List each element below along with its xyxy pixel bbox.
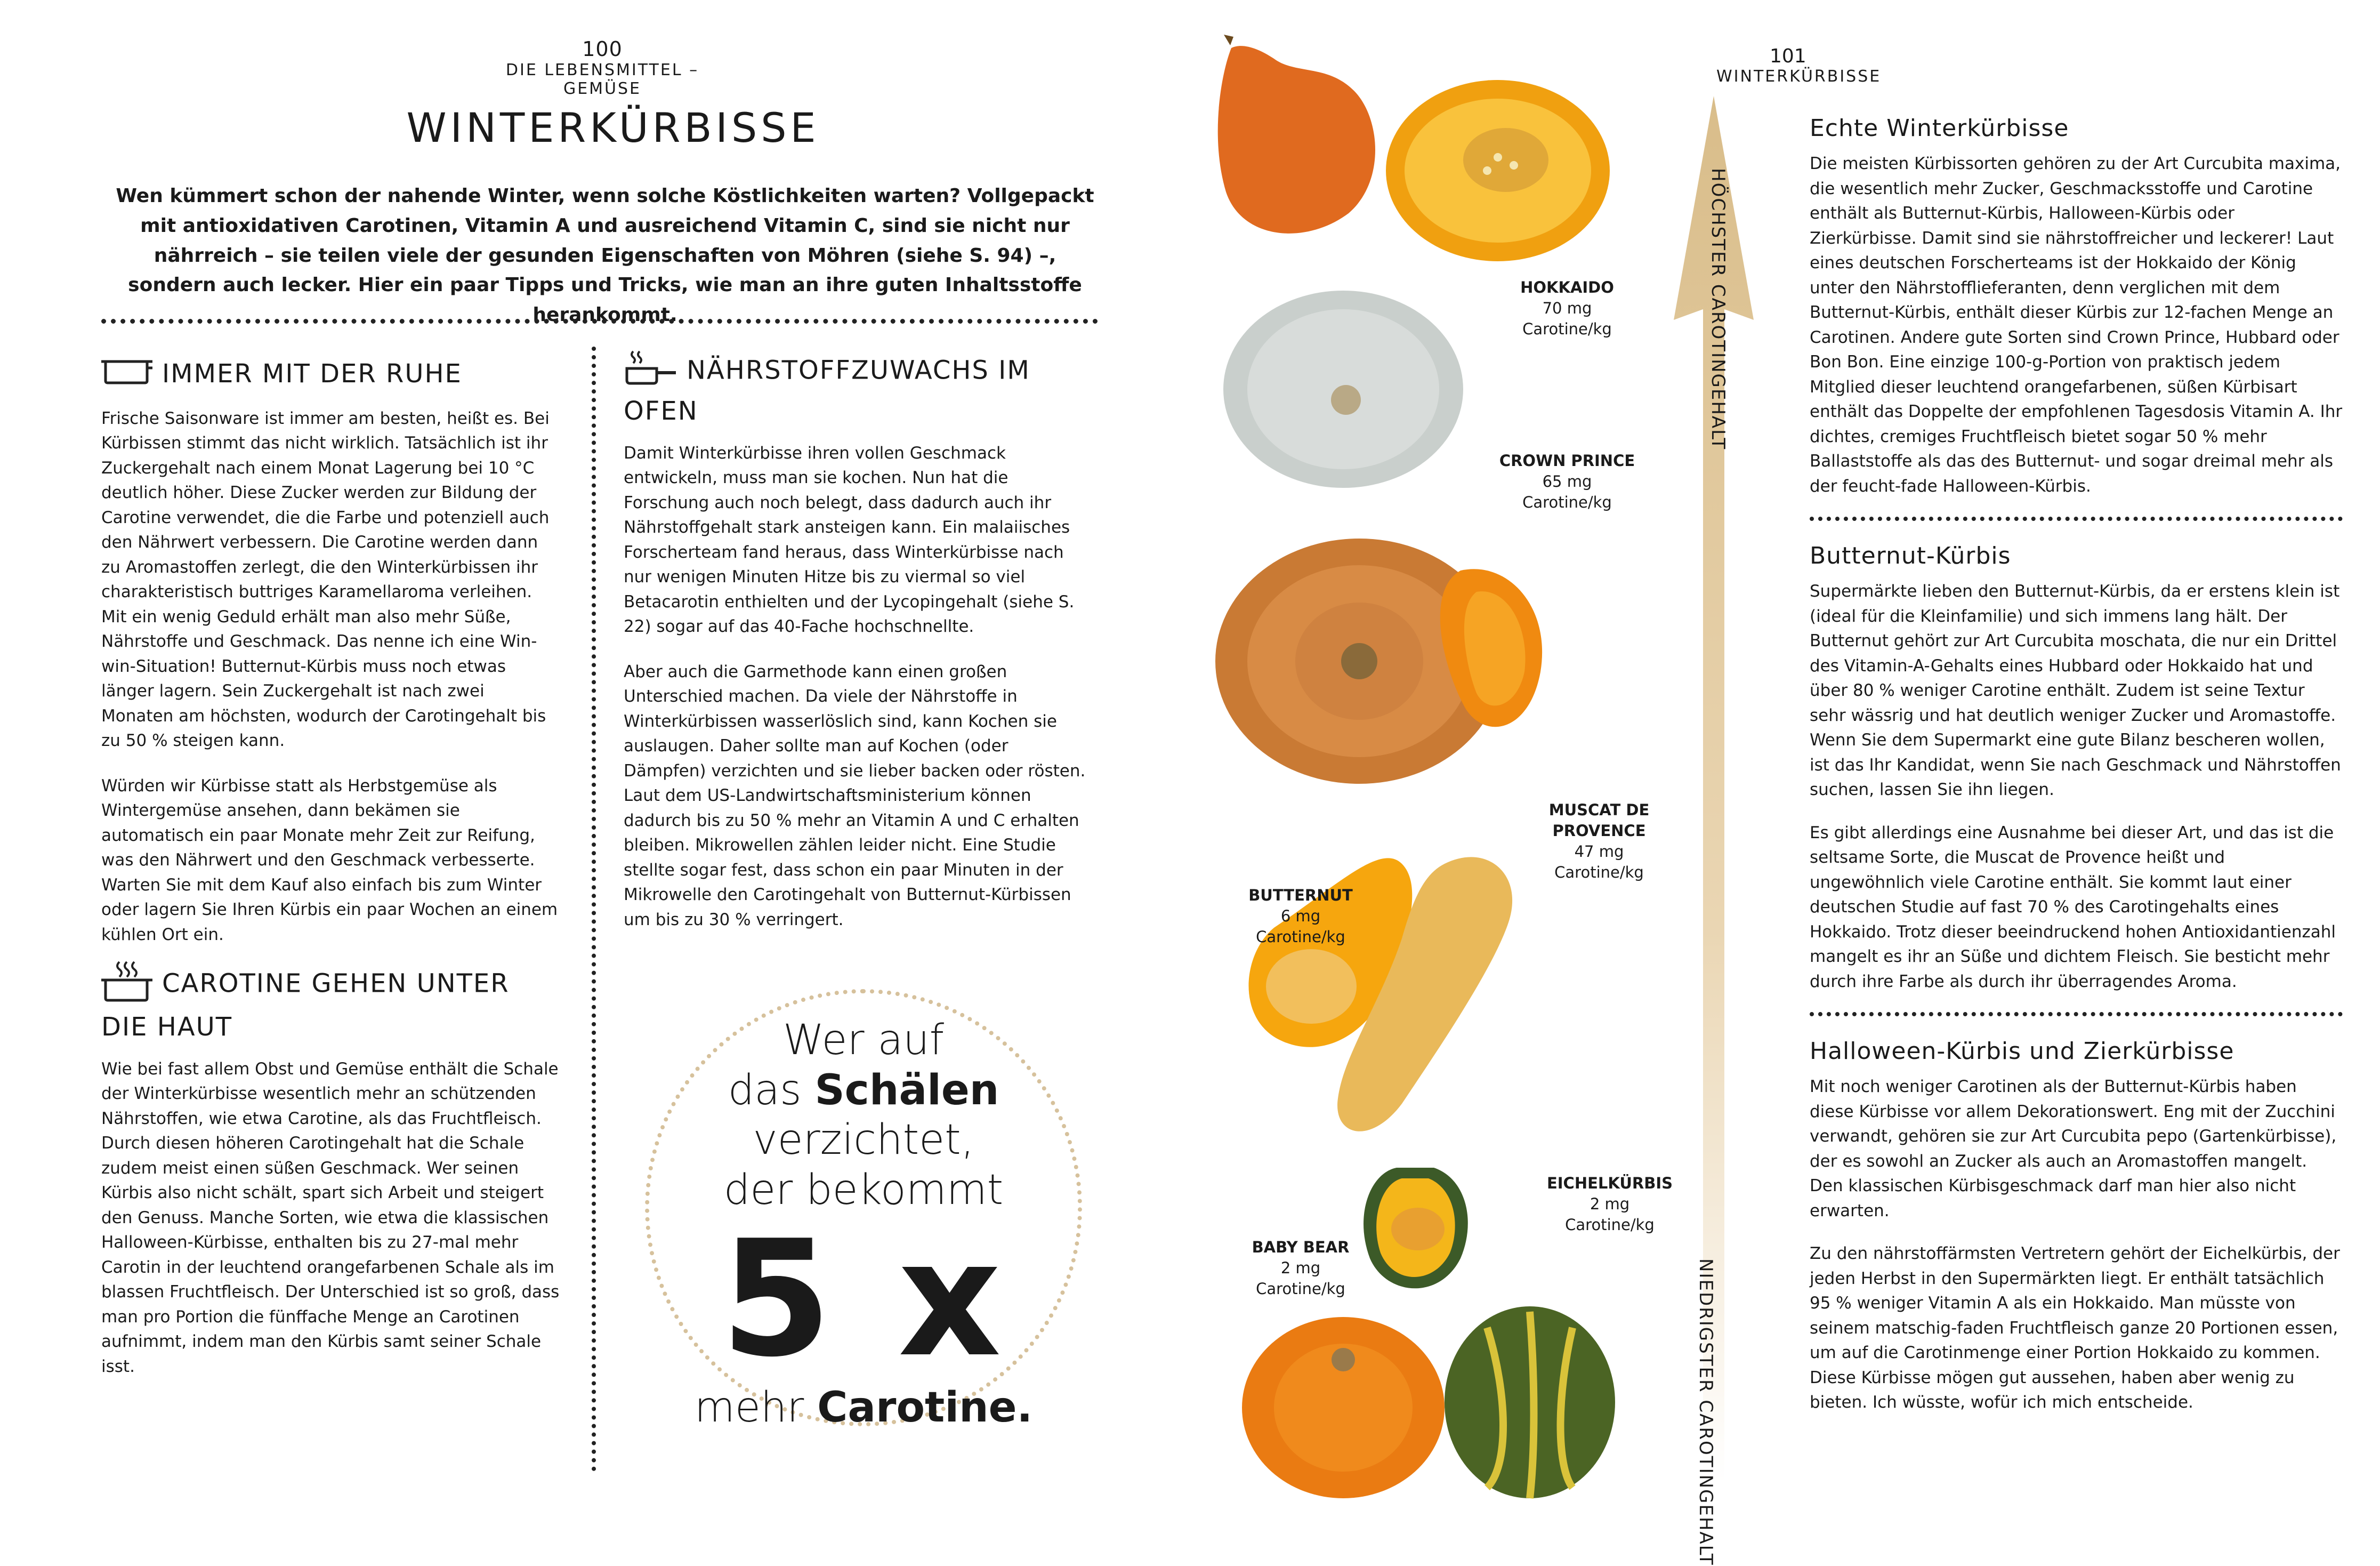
quote-line: verzichtet,	[753, 1116, 974, 1165]
pumpkin-name: MUSCAT DE PROVENCE	[1548, 801, 1650, 840]
pumpkin-label-butternut	[1242, 885, 1359, 947]
page-number-right: 101	[1770, 45, 1806, 67]
section-carotine-haut	[101, 960, 560, 1399]
hokkaido-pumpkin-image	[1218, 35, 1375, 234]
paragraph: Supermärkte lieben den Butternut-Kürbis, da er erstens klein ist (ideal für die Kleinfamilie) und sich immens lang hält. Der Butternut gehört zur Art Curcubita moschata, die nur ein Drittel des Vitamin-A-Gehalts eines Hubbard oder Hokkaido hat und über 80 % weniger Carotine enthält. Zudem ist seine Textur sehr wässrig und hat deutlich weniger Zucker und Aromastoffe. Wenn Sie dem Supermarkt eine gute Bilanz bescheren wollen, ist das Ihr Kandidat, wenn Sie nach Geschmack und Nährstoffen suchen, lassen Sie ihn liegen.	[1810, 582, 2341, 799]
page-number-left: 100	[582, 37, 623, 61]
pumpkin-name: BABY BEAR	[1252, 1238, 1350, 1256]
pumpkin-label-eichelkuerbis	[1546, 1173, 1674, 1235]
pumpkin-unit: Carotine/kg	[1522, 493, 1612, 512]
page-title: WINTERKÜRBISSE	[406, 104, 820, 151]
paragraph: Aber auch die Garmethode kann einen großen Unterschied machen. Da viele der Nährstoffe in Winterkürbissen wasserlöslich sind, kann Kochen sie auslaugen. Daher sollte man auf Kochen (oder Dämpfen) verzichten und sie lieber backen oder rösten. Laut dem US-Landwirtschaftsministerium können dadurch bis zu 50 % mehr an Vitamin A und C erhalten bleiben. Mikrowellen zählen leider nicht. Eine Studie stellte sogar fest, dass schon ein paar Minuten in der Mikrowelle den Carotingehalt von Butternut-Kürbissen um bis zu 30 % verringert.	[624, 662, 1086, 929]
pumpkin-value: 2 mg	[1280, 1259, 1321, 1278]
pot-icon	[101, 357, 152, 393]
quote-line: das Schälen	[728, 1066, 999, 1114]
paragraph: Frische Saisonware ist immer am besten, heißt es. Bei Kürbissen stimmt das nicht wirklich. Tatsächlich ist ihr Zuckergehalt nach einem Monat Lagerung bei 10 °C deutlich höher. Diese Zucker werden zur Bildung der Carotine verwendet, die die Farbe und potenziell auch den Nährwert verbessern. Die Carotine werden dann zu Aromastoffen zerlegt, die den Winterkürbissen ihr charakteristisch buttriges Karamellaroma verleihen. Mit ein wenig Geduld erhält man also mehr Süße, Nährstoffe und Geschmack. Das nenne ich eine Win-win-Situation! Butternut-Kürbis muss noch etwas länger lagern. Sein Zuckergehalt ist nach zwei Monaten am höchsten, wodurch der Carotingehalt bis zu 50 % steigen kann.	[101, 408, 550, 751]
arrow-label-top: HÖCHSTER CAROTINGEHALT	[1707, 168, 1729, 451]
baby-bear-pumpkin-image	[1242, 1317, 1445, 1498]
running-head-left: DIE LEBENSMITTEL – GEMÜSE	[505, 61, 699, 98]
running-head-right: WINTERKÜRBISSE	[1716, 67, 1882, 86]
pumpkin-unit: Carotine/kg	[1522, 320, 1612, 339]
pumpkin-unit: Carotine/kg	[1565, 1216, 1655, 1234]
pumpkin-value: 2 mg	[1590, 1195, 1630, 1214]
paragraph: Es gibt allerdings eine Ausnahme bei dieser Art, und das ist die seltsame Sorte, die Muscat de Provence heißt und ungewöhnlich viele Carotine enthält. Sie kommt laut einer deutschen Studie auf fast 70 % des Carotingehalts eines Hokkaido. Trotz dieser beeindruckend hohen Antioxidantienzahl mangelt es ihr an Süße und dichtem Fleisch. Sie besticht mehr durch ihre Farbe als durch ihr überragendes Aroma.	[1810, 823, 2336, 991]
pumpkin-label-muscat	[1540, 800, 1658, 884]
pumpkin-unit: Carotine/kg	[1256, 1280, 1345, 1298]
pumpkin-name: EICHELKÜRBIS	[1546, 1174, 1673, 1192]
section-heading-text: CAROTINE GEHEN UNTER DIE HAUT	[101, 968, 510, 1042]
pumpkin-name: CROWN PRINCE	[1499, 452, 1635, 470]
right-section-heading: Halloween-Kürbis und Zierkürbisse	[1810, 1038, 2234, 1065]
dotted-divider	[1810, 517, 2343, 521]
dotted-divider	[1810, 1012, 2343, 1016]
quote-line: der bekommt	[723, 1166, 1004, 1214]
quote-line: Wer auf	[782, 1016, 945, 1064]
pumpkin-label-hokkaido	[1508, 277, 1626, 340]
pumpkin-value: 70 mg	[1542, 299, 1592, 318]
dotted-divider	[101, 319, 1098, 324]
pumpkin-unit: Carotine/kg	[1554, 863, 1644, 882]
right-section-heading: Butternut-Kürbis	[1810, 542, 2011, 569]
pumpkin-value: 6 mg	[1280, 907, 1321, 926]
quote-number: 5 x	[720, 1206, 1007, 1393]
hokkaido-cut-image	[1386, 80, 1610, 261]
paragraph: Würden wir Kürbisse statt als Herbstgemüse als Wintergemüse ansehen, dann bekämen sie automatisch ein paar Monate mehr Zeit zur Reifung, was den Nährwert und den Geschmack verbesserte. Warten Sie mit dem Kauf also einfach bis zum Winter oder lagern Sie Ihren Kürbis ein paar Wochen an einem kühlen Ort ein.	[101, 776, 558, 944]
intro-text: Wen kümmert schon der nahende Winter, wenn solche Köstlichkeiten warten? Vollgepackt mit antioxidativen Carotinen, Vitamin A und ausreichend Vitamin C, sind sie nicht nur nährreich – sie teilen viele der gesunden Eigenschaften von Möhren (siehe S. 94) –, sondern auch lecker. Hier ein paar Tipps und Tricks, wie man an ihre guten Inhaltsstoffe herankommt.	[116, 185, 1094, 326]
pumpkin-label-baby-bear	[1242, 1237, 1359, 1299]
paragraph: Damit Winterkürbisse ihren vollen Geschmack entwickeln, muss man sie kochen. Nun hat die Forschung auch noch belegt, dass dadurch auch ihr Nährstoffgehalt stark ansteigen kann. Ein malaiisches Forscherteam fand heraus, dass Winterkürbisse nach nur wenigen Minuten Hitze bis zu viermal so viel Betacarotin enthielten und der Lycopingehalt (siehe S. 22) sogar auf das 40-Fache hochschnellte.	[624, 443, 1075, 637]
section-naehrstoffzuwachs	[624, 349, 1093, 952]
eichelkuerbis-whole-image	[1445, 1306, 1615, 1498]
pumpkin-name: HOKKAIDO	[1520, 278, 1614, 296]
paragraph: Wie bei fast allem Obst und Gemüse enthält die Schale der Winterkürbisse wesentlich mehr an schützenden Nährstoffen, wie etwa Carotine, als das Fruchtfleisch. Durch diesen höheren Carotingehalt hat die Schale zudem meist einen süßen Geschmack. Wer seinen Kürbis also nicht schält, spart sich Arbeit und steigert den Genuss. Manche Sorten, wie etwa die klassischen Halloween-Kürbisse, enthalten bis zu 27-mal mehr Carotin in der leuchtend orangefarbenen Schale als im blassen Fruchtfleisch. Der Unterschied ist so groß, dass man pro Portion die fünffache Menge an Carotinen aufnimmt, indem man den Kürbis samt seiner Schale isst.	[101, 1059, 560, 1376]
paragraph: Die meisten Kürbissorten gehören zu der Art Curcubita maxima, die wesentlich mehr Zucker, Geschmacksstoffe und Carotine enthält als Butternut-Kürbis, Halloween-Kürbis oder Zierkürbisse. Damit sind sie nährstoffreicher und leckerer! Laut eines deutschen Forscherteams ist der Hokkaido der König unter den Nährstofflieferanten, denn verglichen mit dem Butternut-Kürbis, enthält dieser Kürbis zur 12-fachen Menge an Carotinen. Andere gute Sorten sind Crown Prince, Hubbard oder Bon Bon. Eine einzige 100-g-Portion von praktisch jedem Mitglied dieser leuchtend orangefarbenen, süßen Kürbisart enthält das Doppelte der empfohlenen Tagesdosis Vitamin A. Ihr dichtes, cremiges Fruchtfleisch bietet sogar 50 % mehr Ballaststoffe als das des Butternut- und sogar dreimal mehr als der feucht-fade Halloween-Kürbis.	[1810, 154, 2343, 496]
section-heading	[624, 349, 1093, 428]
pan-icon	[624, 349, 677, 395]
right-folio	[1716, 45, 1930, 86]
paragraph: Mit noch weniger Carotinen als der Butternut-Kürbis haben diese Kürbisse vor allem Dekorationswert. Eng mit der Zucchini verwandt, gehören sie zur Art Curcubita pepo (Gartenkürbisse), der es sowohl an Zucker als auch an Aromastoffen mangelt. Den klassischen Kürbisgeschmack darf man hier also nicht erwarten.	[1810, 1077, 2337, 1220]
crown-prince-pumpkin-image	[1223, 291, 1463, 488]
quote-line: mehr Carotine.	[694, 1384, 1033, 1432]
section-heading	[101, 357, 560, 393]
pumpkin-label-crown-prince	[1492, 451, 1642, 513]
arrow-label-bottom: NIEDRIGSTER CAROTINGEHALT	[1695, 1258, 1716, 1566]
paragraph: Zu den nährstoffärmsten Vertretern gehört der Eichelkürbis, der jeden Herbst in den Supermärkten liegt. Er enthält tatsächlich 95 % weniger Vitamin A als ein Hokkaido. Man müsste von seinem matschig-faden Fruchtfleisch ganze 20 Portionen essen, um auf die Carotinmenge einer Portion Hokkaido zu kommen. Diese Kürbisse mögen gut aussehen, haben aber wenig zu bieten. Ich wüsste, wofür ich mich entscheide.	[1810, 1244, 2340, 1412]
left-folio	[469, 37, 736, 98]
right-text-column	[1810, 115, 2343, 1433]
section-heading-text: NÄHRSTOFFZUWACHS IM OFEN	[624, 355, 1030, 427]
steaming-pot-icon	[101, 960, 152, 1010]
pumpkin-value: 65 mg	[1542, 472, 1592, 491]
pull-quote	[656, 1016, 1071, 1433]
eichelkuerbis-cut-image	[1364, 1168, 1468, 1288]
section-heading	[101, 960, 560, 1044]
section-immer-mit-der-ruhe	[101, 357, 560, 967]
pumpkin-unit: Carotine/kg	[1256, 928, 1345, 946]
right-section-heading: Echte Winterkürbisse	[1810, 115, 2069, 142]
pumpkin-name: BUTTERNUT	[1248, 886, 1353, 904]
pumpkin-photo-column	[1210, 32, 1652, 1546]
section-heading-text: IMMER MIT DER RUHE	[162, 359, 462, 389]
column-divider	[592, 347, 596, 1472]
pumpkin-value: 47 mg	[1574, 842, 1624, 861]
